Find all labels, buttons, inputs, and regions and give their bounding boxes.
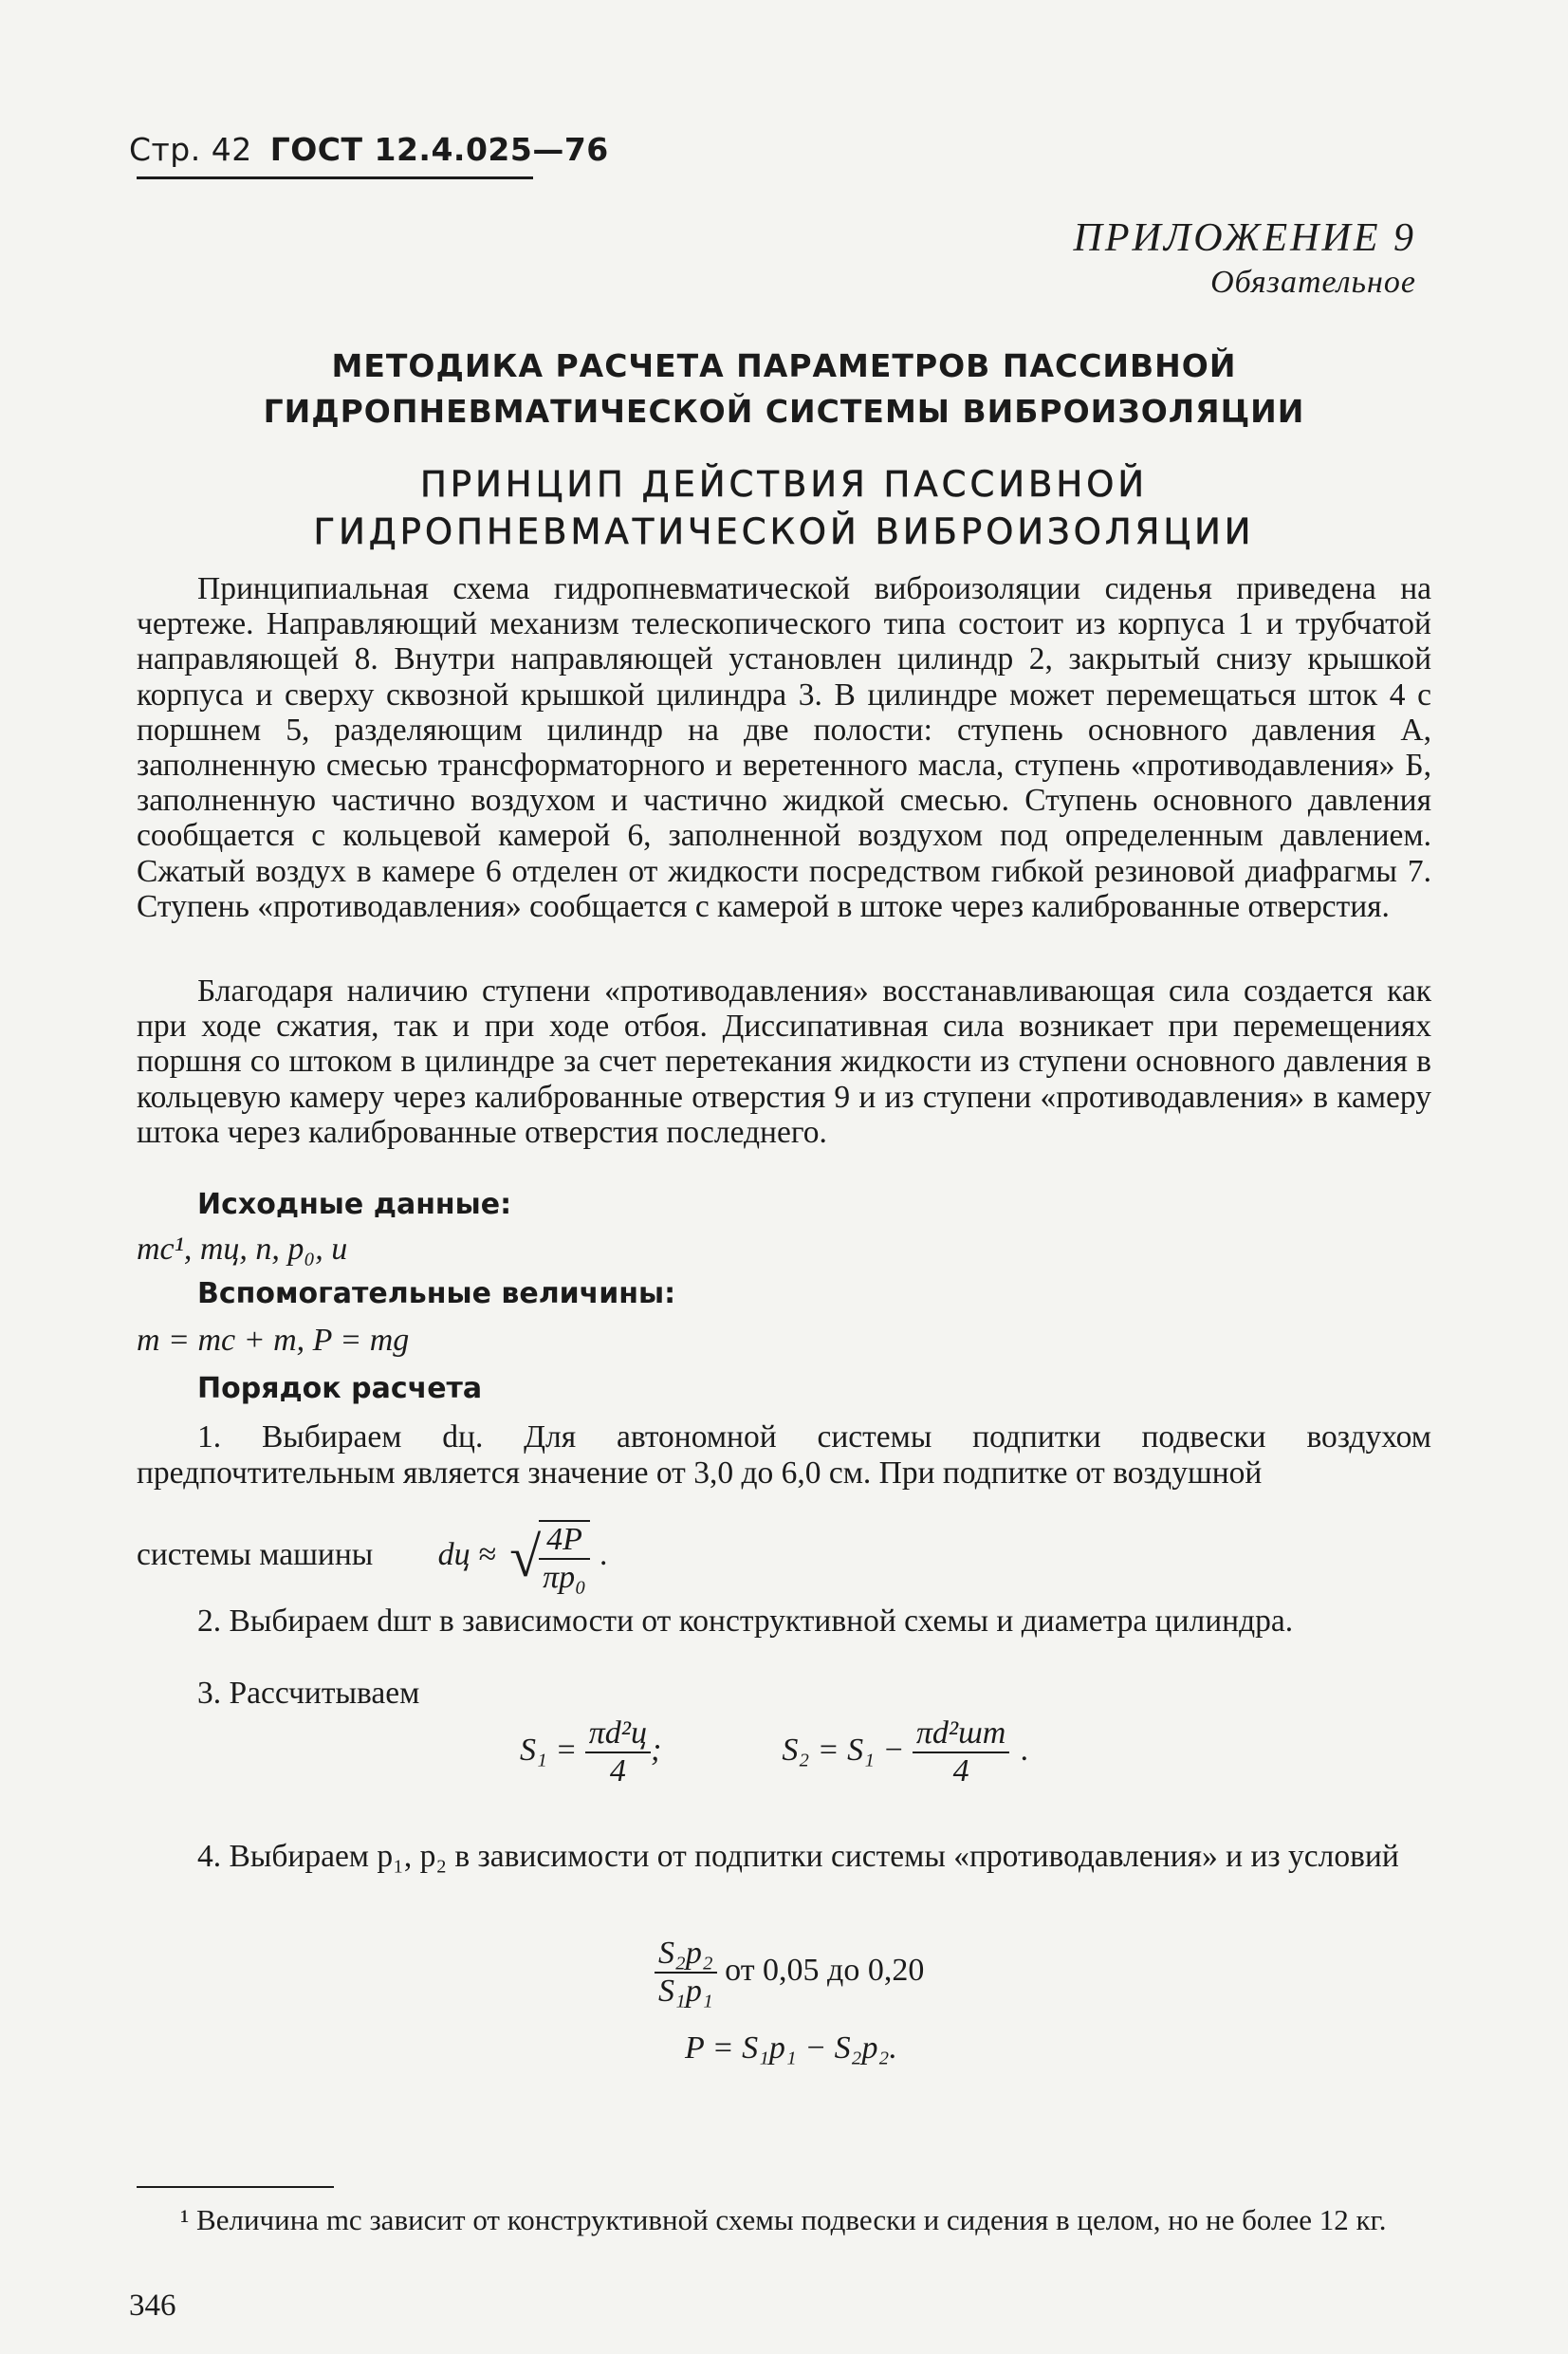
s2-lhs: S₂ = S₁ − (782, 1732, 905, 1768)
sqrt-symbol: √ (509, 1525, 542, 1588)
d-cyl-formula-lhs: dц ≈ (437, 1537, 496, 1573)
method-title-line2: ГИДРОПНЕВМАТИЧЕСКОЙ СИСТЕМЫ ВИБРОИЗОЛЯЦИИ (263, 393, 1305, 430)
area-formulas: S₁ = $\frac{\text{πd²ц}}{4}$ ; S₂ = S₁ − $\frac{\text{πd²шт}}{4}$ . (520, 1715, 1029, 1789)
step-4 (137, 1839, 1431, 1875)
step-2 (137, 1603, 1431, 1640)
step-3-text: 3. Рассчитываем (197, 1676, 420, 1711)
paragraph-1 (137, 571, 1431, 924)
s1-lhs: S₁ = (520, 1732, 578, 1768)
page-number: 346 (129, 2289, 176, 2323)
s2-fraction (913, 1715, 1009, 1789)
step-1-formula-line: системы машины dц ≈ √ $\frac{4P}{\text{πp₀}}$ . (137, 1522, 608, 1595)
s1-numerator: πd²ц (585, 1715, 651, 1753)
aux-values-heading: Вспомогательные величины: (197, 1277, 676, 1310)
step-3 (137, 1676, 1431, 1712)
step-1-text: 1. Выбираем dц. Для автономной системы подпитки подвески воздухом предпочтительным является значение от 3,0 до 6,0 см. При подпитке от воздушной (137, 1419, 1431, 1491)
step-2-text: 2. Выбираем dшт в зависимости от конструктивной схемы и диаметра цилиндра. (197, 1603, 1294, 1639)
s2-denominator: 4 (952, 1753, 969, 1789)
principle-title-line2: ГИДРОПНЕВМАТИЧЕСКОЙ ВИБРОИЗОЛЯЦИИ (313, 511, 1255, 552)
footnote-rule (137, 2186, 334, 2188)
principle-title-line1: ПРИНЦИП ДЕЙСТВИЯ ПАССИВНОЙ (419, 464, 1149, 505)
header-rule (137, 176, 533, 179)
appendix-marker (1074, 214, 1416, 304)
pressure-ratio-range: от 0,05 до 0,20 (725, 1952, 925, 1988)
appendix-subtitle: Обязательное (1210, 265, 1416, 300)
pressure-ratio-denominator: S₁p₁ (658, 1974, 713, 2009)
initial-data-heading: Исходные данные: (197, 1188, 512, 1221)
running-header (129, 131, 609, 168)
method-title-line1: МЕТОДИКА РАСЧЕТА ПАРАМЕТРОВ ПАССИВНОЙ (331, 347, 1237, 384)
s2-numerator: πd²шт (913, 1715, 1009, 1753)
s1-fraction (585, 1715, 651, 1789)
footnote (137, 2203, 1431, 2237)
method-title (0, 343, 1568, 435)
pressure-ratio-fraction (655, 1936, 717, 2010)
paragraph-2 (137, 973, 1431, 1150)
initial-data-vars: mс¹, mц, n, p₀, u (137, 1232, 348, 1267)
principle-title (0, 461, 1568, 556)
paragraph-2-text: Благодаря наличию ступени «противодавления» восстанавливающая сила создается как при ходе сжатия, так и при ходе отбоя. Диссипативная сила возникает при перемещениях поршня со штоком в цилиндре за счет перетекания жидкости из ступени основного давления в кольцевую камеру через калиброванные отверстия 9 и из ступени «противодавления» в камеру штока через калиброванные отверстия последнего. (137, 973, 1431, 1150)
paragraph-1-text: Принципиальная схема гидропневматической виброизоляции сиденья приведена на чертеже. Направляющий механизм телескопического типа состоит из корпуса 1 и трубчатой направляющей 8. Внутри направляющей установлен цилиндр 2, закрытый снизу крышкой корпуса и сверху сквозной крышкой цилиндра 3. В цилиндре может перемещаться шток 4 с поршнем 5, разделяющим цилиндр на две полости: ступень основного давления А, заполненную смесью трансформаторного и веретенного масла, ступень «противодавления» Б, заполненную частично воздухом и частично жидкой смесью. Ступень основного давления сообщается с кольцевой камерой 6, заполненной воздухом под определенным давлением. Сжатый воздух в камере 6 отделен от жидкости посредством гибкой резиновой диафрагмы 7. Ступень «противодавления» сообщается с камерой в штоке через калиброванные отверстия. (137, 571, 1431, 924)
s1-denominator: 4 (609, 1753, 626, 1789)
pressure-ratio-formula (655, 1936, 924, 2010)
gost-label: ГОСТ 12.4.025—76 (269, 131, 609, 168)
aux-values-formula: m = mс + m, P = mg (137, 1323, 410, 1358)
force-balance-formula: P = S₁p₁ − S₂p₂. (685, 2030, 897, 2066)
sqrt-denominator: πp₀ (543, 1559, 586, 1595)
page-label: Стр. 42 (129, 131, 252, 168)
sqrt-numerator: 4P (539, 1522, 590, 1560)
calc-order-heading: Порядок расчета (197, 1372, 483, 1405)
appendix-title: ПРИЛОЖЕНИЕ 9 (1073, 216, 1416, 260)
sqrt-fraction (539, 1520, 590, 1595)
step-1 (137, 1419, 1431, 1491)
step-1-text-2: системы машины (137, 1537, 374, 1573)
step-4-text: 4. Выбираем p₁, p₂ в зависимости от подпитки системы «противодавления» и из условий (197, 1839, 1399, 1874)
pressure-ratio-numerator: S₂p₂ (655, 1936, 717, 1974)
footnote-text: ¹ Величина mс зависит от конструктивной схемы подвески и сидения в целом, но не более 12 кг. (180, 2203, 1387, 2236)
